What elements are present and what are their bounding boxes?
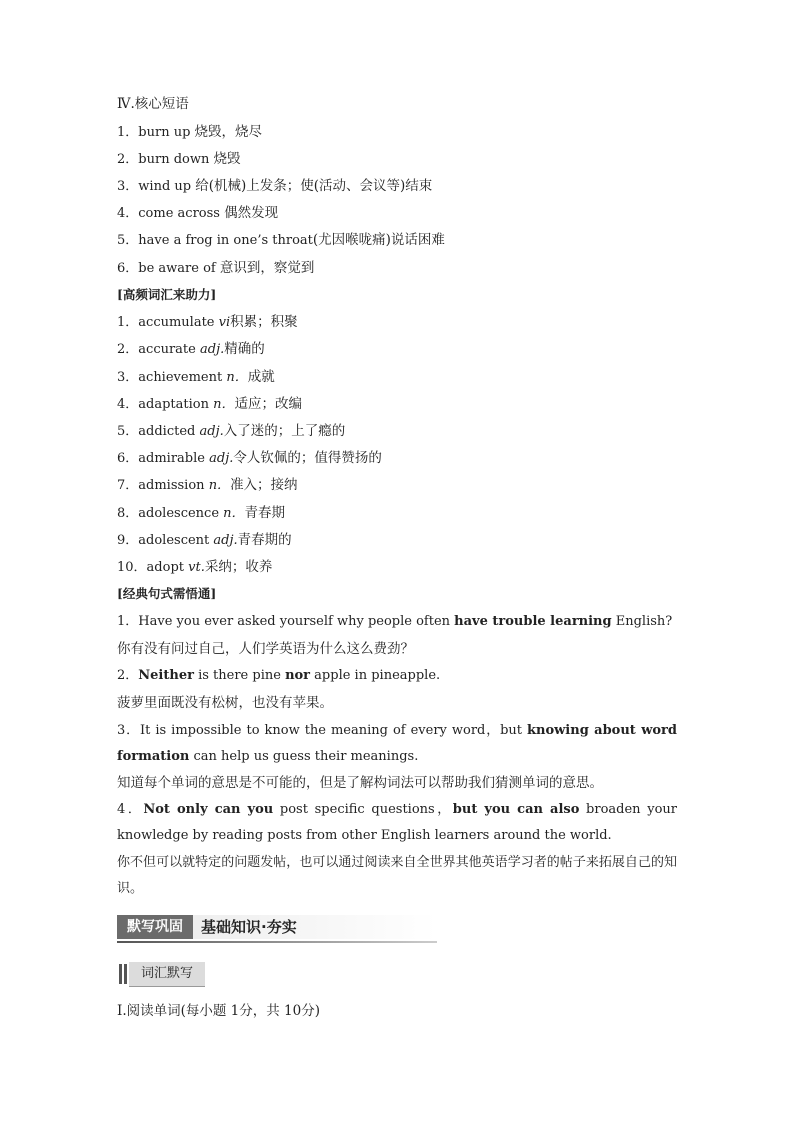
vocab-item: 9．adolescent adj.青春期的 [117, 532, 292, 548]
section-heading-read-words: Ⅰ.阅读单词(每小题 1分，共 10分) [117, 1003, 321, 1019]
sentence-4-zh: 你不但可以就特定的问题发帖，也可以通过阅读来自全世界其他英语学习者的帖子来拓展自己的知识。 [117, 855, 677, 896]
phrase-item: 6．be aware of 意识到，察觉到 [117, 260, 315, 276]
phrase-item: 4．come across 偶然发现 [117, 205, 279, 221]
sentence-2-zh: 菠萝里面既没有松树，也没有苹果。 [117, 695, 333, 711]
section-heading-sentences: [经典句式需悟通] [117, 586, 217, 601]
banner-rule [117, 941, 437, 943]
sentence-3-zh: 知道每个单词的意思是不可能的，但是了解构词法可以帮助我们猜测单词的意思。 [117, 775, 603, 791]
section-heading-vocab: [高频词汇来助力] [117, 287, 217, 302]
vocab-item: 5．addicted adj.入了迷的；上了瘾的 [117, 423, 346, 439]
subheading-bar-icon [119, 964, 122, 984]
phrase-item: 2．burn down 烧毁 [117, 151, 241, 167]
banner-title: 基础知识·夯实 [201, 918, 297, 936]
subheading-label: 词汇默写 [129, 962, 205, 987]
vocab-item: 1．accumulate vi积累；积聚 [117, 314, 298, 330]
vocab-item: 10．adopt vt.采纳；收养 [117, 559, 273, 575]
vocab-item: 3．achievement n．成就 [117, 369, 275, 385]
subheading-vocab-dictation [117, 962, 205, 986]
vocab-item: 4．adaptation n．适应；改编 [117, 396, 302, 412]
phrase-item: 1．burn up 烧毁，烧尽 [117, 124, 263, 140]
phrase-item: 3．wind up 给(机械)上发条；使(活动、会议等)结束 [117, 178, 433, 194]
sentence-1-en: 1．Have you ever asked yourself why people often have trouble learning English? [117, 614, 673, 629]
vocab-item: 6．admirable adj.令人钦佩的；值得赞扬的 [117, 450, 382, 466]
subheading-bar-icon [124, 964, 127, 984]
section-heading-core-phrases: Ⅳ.核心短语 [117, 96, 189, 112]
sentence-2-en: 2．Neither is there pine nor apple in pineapple. [117, 668, 441, 683]
sentence-1-zh: 你有没有问过自己，人们学英语为什么这么费劲？ [117, 641, 414, 657]
banner-tag: 默写巩固 [117, 915, 193, 939]
phrase-item: 5．have a frog in one’s throat(尤因喉咙痛)说话困难 [117, 232, 445, 248]
sentence-3-en: 3．It is impossible to know the meaning of every word，but knowing about word formation can help us guess their meanings. [117, 723, 677, 764]
vocab-item: 8．adolescence n．青春期 [117, 505, 286, 521]
vocab-item: 2．accurate adj.精确的 [117, 341, 265, 357]
section-banner [117, 912, 437, 942]
sentence-4-en: 4．Not only can you post specific questions，but you can also broaden your knowledge by reading posts from other English learners around the world. [117, 802, 677, 843]
vocab-item: 7．admission n．准入；接纳 [117, 477, 298, 493]
